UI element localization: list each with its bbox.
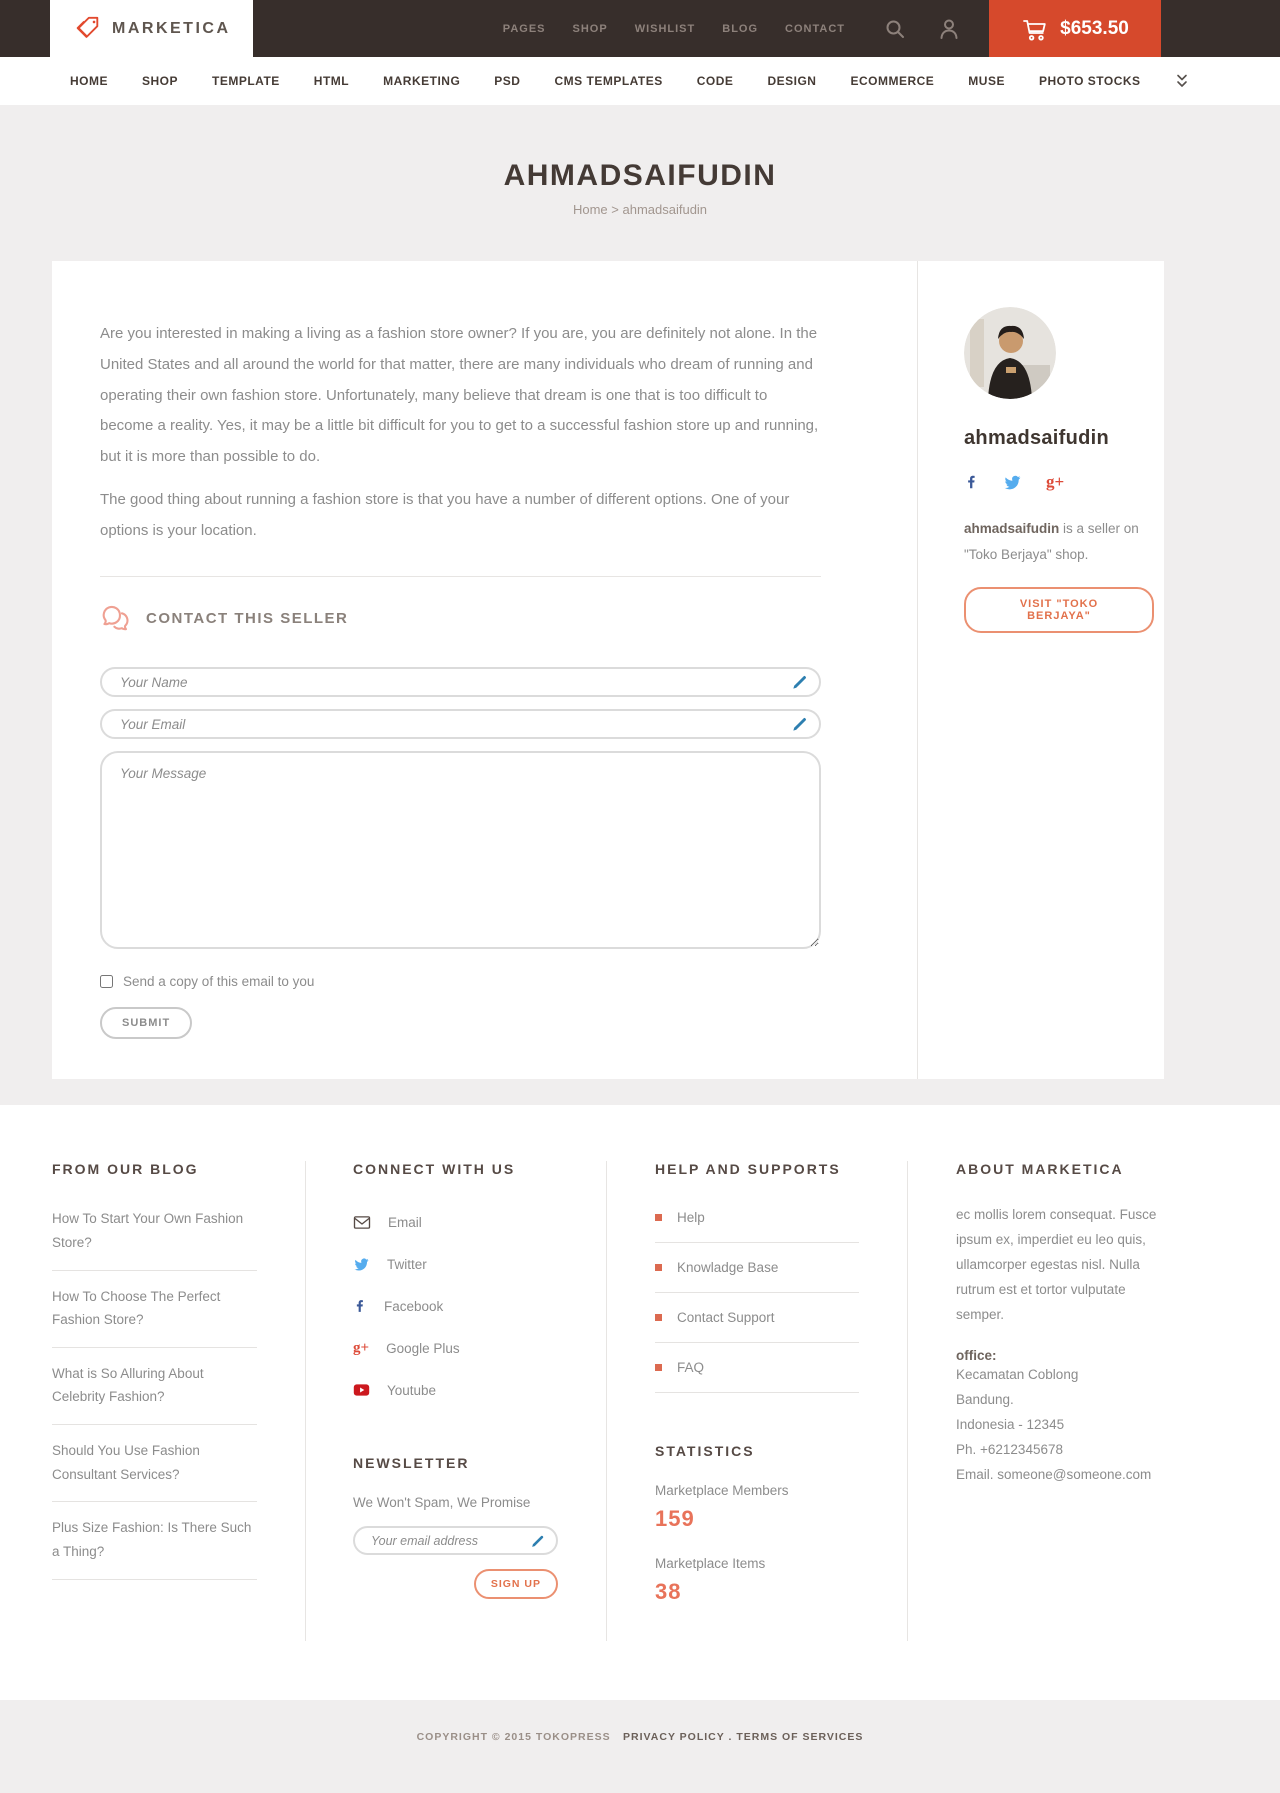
help-link[interactable]: Knowladge Base — [655, 1243, 859, 1293]
office-label: office: — [956, 1348, 997, 1364]
bottom-bar — [0, 1700, 1280, 1793]
nav-item-code[interactable]: CODE — [696, 74, 734, 88]
top-menu-wishlist[interactable]: WISHLIST — [634, 22, 696, 35]
help-link[interactable]: Help — [655, 1193, 859, 1243]
seller-article — [52, 261, 918, 1079]
connect-list — [353, 1201, 558, 1411]
square-bullet-icon — [655, 1264, 662, 1271]
facebook-icon[interactable] — [964, 473, 979, 491]
user-account-icon[interactable] — [937, 17, 961, 41]
blog-link[interactable]: How To Choose The Perfect Fashion Store? — [52, 1271, 257, 1348]
breadcrumb-current: ahmadsaifudin — [622, 202, 708, 217]
top-header — [0, 0, 1280, 57]
blog-link[interactable]: Plus Size Fashion: Is There Such a Thing? — [52, 1502, 257, 1579]
connect-twitter-link[interactable]: Twitter — [353, 1243, 558, 1285]
send-copy-row — [100, 974, 821, 989]
footer-about-column — [907, 1161, 1164, 1641]
items-label: Marketplace Items — [655, 1556, 766, 1572]
address-line: Kecamatan Coblong — [956, 1367, 1079, 1383]
seller-bio-text: is a seller on "Toko Berjaya" shop. — [964, 521, 1139, 563]
footer-blog-column — [52, 1161, 305, 1641]
contact-seller-heading: CONTACT THIS SELLER — [146, 609, 349, 627]
pen-icon — [531, 1534, 545, 1548]
top-menu-pages[interactable]: PAGES — [502, 22, 546, 35]
footer-connect-heading: CONNECT WITH US — [353, 1161, 516, 1178]
address-line: Bandung. — [956, 1392, 1014, 1408]
seller-social-row — [964, 472, 1154, 492]
message-textarea[interactable] — [100, 751, 821, 949]
facebook-icon — [353, 1298, 367, 1314]
send-copy-checkbox[interactable] — [100, 975, 113, 988]
breadcrumb-home[interactable]: Home — [572, 202, 608, 217]
help-link[interactable]: Contact Support — [655, 1293, 859, 1343]
square-bullet-icon — [655, 1314, 662, 1321]
newsletter-heading: NEWSLETTER — [353, 1455, 470, 1472]
pen-icon — [792, 716, 808, 732]
top-menu — [503, 23, 845, 35]
brand-logo[interactable] — [50, 0, 253, 57]
statistics-block — [655, 1443, 859, 1605]
newsletter-tagline: We Won't Spam, We Promise — [353, 1495, 531, 1511]
newsletter-signup-row — [353, 1569, 558, 1599]
connect-email-link[interactable]: Email — [353, 1201, 558, 1243]
newsletter-field-wrap — [353, 1526, 558, 1555]
footer-about-heading: ABOUT MARKETICA — [956, 1161, 1124, 1178]
breadcrumb — [0, 202, 1280, 217]
address-line: Ph. +6212345678 — [956, 1442, 1063, 1457]
contact-seller-heading-row — [100, 603, 821, 633]
footer-connect-column — [305, 1161, 606, 1641]
name-field-wrap — [100, 667, 821, 697]
pen-icon — [792, 674, 808, 690]
nav-item-shop[interactable]: SHOP — [142, 74, 179, 88]
visit-shop-button[interactable]: VISIT "TOKO BERJAYA" — [964, 587, 1154, 633]
nav-item-photo-stocks[interactable]: PHOTO STOCKS — [1038, 74, 1141, 88]
main-nav — [0, 57, 1280, 105]
cart-total: $653.50 — [1060, 17, 1129, 39]
members-label: Marketplace Members — [655, 1483, 789, 1499]
seller-avatar — [964, 307, 1056, 399]
twitter-icon[interactable] — [1003, 473, 1022, 491]
send-copy-label: Send a copy of this email to you — [123, 974, 315, 990]
twitter-icon — [353, 1256, 370, 1272]
brand-name: MARKETICA — [112, 19, 231, 37]
search-icon[interactable] — [883, 17, 907, 41]
top-menu-contact[interactable]: CONTACT — [785, 22, 845, 35]
content-section — [0, 261, 1280, 1105]
nav-item-cms-templates[interactable]: CMS TEMPLATES — [554, 74, 663, 88]
footer-help-heading: HELP AND SUPPORTS — [655, 1161, 841, 1178]
submit-button[interactable]: SUBMIT — [100, 1007, 192, 1039]
seller-name: ahmadsaifudin — [964, 427, 1110, 449]
items-count: 38 — [655, 1579, 682, 1605]
nav-more-chevron-icon[interactable] — [1175, 73, 1189, 89]
nav-item-design[interactable]: DESIGN — [767, 74, 817, 88]
statistics-heading: STATISTICS — [655, 1443, 755, 1460]
seller-sidebar — [918, 261, 1164, 1079]
newsletter-block — [353, 1455, 558, 1599]
nav-item-marketing[interactable]: MARKETING — [383, 74, 461, 88]
nav-item-template[interactable]: TEMPLATE — [212, 74, 280, 88]
article-paragraph-1: Are you interested in making a living as a fashion store owner? If you are, you are definitely not alone. In the United States and all around the world for that matter, there are many individuals who dream of running and operating their own fashion store. Unfortunately, many believe that dream is one that is too difficult to become a reality. Yes, it may be a little bit difficult for you to get to a successful fashion store up and running, but it is more than possible to do. — [100, 325, 819, 465]
seller-bio — [964, 516, 1154, 569]
help-link[interactable]: FAQ — [655, 1343, 859, 1393]
email-input[interactable] — [100, 709, 821, 739]
nav-item-muse[interactable]: MUSE — [968, 74, 1005, 88]
footer-blog-heading: FROM OUR BLOG — [52, 1161, 199, 1178]
legal-links[interactable]: PRIVACY POLICY . TERMS OF SERVICES — [623, 1731, 864, 1744]
content-card — [52, 261, 1164, 1079]
email-icon — [353, 1215, 371, 1230]
members-count: 159 — [655, 1506, 695, 1532]
chat-bubbles-icon — [100, 603, 132, 633]
email-field-wrap — [100, 709, 821, 739]
name-input[interactable] — [100, 667, 821, 697]
blog-link[interactable]: What is So Alluring About Celebrity Fashion? — [52, 1348, 257, 1425]
square-bullet-icon — [655, 1364, 662, 1371]
blog-link[interactable]: How To Start Your Own Fashion Store? — [52, 1193, 257, 1270]
address-line: Email. someone@someone.com — [956, 1466, 1152, 1482]
cart-button[interactable] — [989, 0, 1161, 57]
seller-bio-name: ahmadsaifudin — [964, 521, 1060, 536]
nav-item-ecommerce[interactable]: ECOMMERCE — [850, 74, 935, 88]
top-menu-shop[interactable]: SHOP — [572, 22, 608, 35]
about-text: ec mollis lorem consequat. Fusce ipsum ex, imperdiet eu leo quis, ullamcorper egestas nisl. Nulla rutrum est et tortor vulputate semper. — [956, 1207, 1157, 1323]
address-line: Indonesia - 12345 — [956, 1417, 1065, 1433]
connect-facebook-link[interactable]: Facebook — [353, 1285, 558, 1327]
google-plus-icon: g+ — [353, 1339, 370, 1356]
cart-icon — [1021, 16, 1048, 42]
connect-google-plus-link[interactable]: g+ Google Plus — [353, 1339, 460, 1356]
footer — [0, 1105, 1280, 1700]
section-divider — [100, 576, 821, 577]
signup-button[interactable]: SIGN UP — [474, 1569, 558, 1599]
youtube-icon — [353, 1383, 370, 1397]
connect-youtube-link[interactable]: Youtube — [353, 1369, 558, 1411]
page-title: AHMADSAIFUDIN — [503, 159, 777, 192]
tag-logo-icon — [72, 14, 102, 44]
page-title-band — [0, 105, 1280, 261]
google-plus-icon[interactable]: g+ — [1046, 472, 1065, 491]
breadcrumb-separator: > — [611, 202, 619, 217]
square-bullet-icon — [655, 1214, 662, 1221]
nav-item-html[interactable]: HTML — [313, 74, 350, 88]
top-menu-blog[interactable]: BLOG — [722, 22, 759, 35]
footer-help-column — [606, 1161, 907, 1641]
copyright-text: COPYRIGHT © 2015 TOKOPRESS — [416, 1731, 611, 1744]
blog-link[interactable]: Should You Use Fashion Consultant Services? — [52, 1425, 257, 1502]
nav-item-home[interactable]: HOME — [70, 74, 108, 88]
newsletter-email-input[interactable] — [353, 1526, 558, 1555]
article-paragraph-2: The good thing about running a fashion store is that you have a number of different options. One of your options is your location. — [100, 490, 790, 539]
nav-item-psd[interactable]: PSD — [494, 74, 521, 88]
